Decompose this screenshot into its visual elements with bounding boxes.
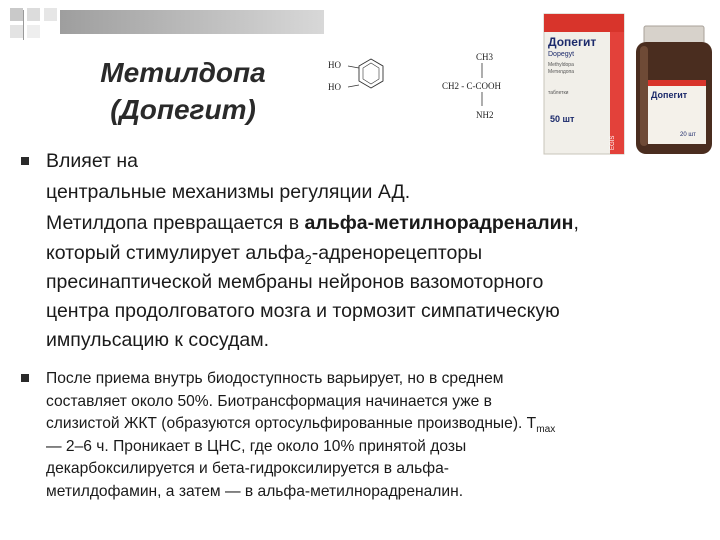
bullet-1-bold-term: альфа-метилнорадреналин — [304, 212, 574, 234]
benzene-ring-inner — [363, 63, 379, 84]
bullet-1-text — [46, 146, 706, 355]
decor-square — [10, 25, 23, 38]
decor-square — [10, 8, 23, 21]
subscript: max — [536, 424, 556, 436]
decor-line — [23, 10, 24, 40]
bullet-marker — [21, 374, 29, 382]
bullet-2-line: После приема внутрь биодоступность варьирует, но в среднем — [46, 370, 504, 387]
bullet-2-text-part: слизистой ЖКТ (образуются ортосульфированные производные). T — [46, 415, 537, 432]
bond-line — [348, 66, 359, 68]
bullet-1-line: импульсацию к сосудам. — [46, 329, 270, 351]
formula-chain: CH2 - C-COOH — [442, 81, 502, 91]
box-sub-2: Метилдопа — [548, 69, 575, 75]
bond-line — [348, 85, 359, 87]
bullet-1-text-part: , — [573, 212, 579, 234]
decor-square — [44, 8, 57, 21]
dopegyt-package-photo — [540, 10, 718, 158]
decor-title-bar — [60, 10, 324, 34]
subscript: 2 — [304, 252, 312, 267]
bottle-highlight — [640, 46, 648, 146]
bullet-1-text-part: который стимулирует альфа — [46, 242, 305, 264]
title-line-1: Метилдопа — [100, 57, 266, 88]
formula-ho-2: HO — [328, 82, 341, 92]
bullet-2-line — [46, 413, 712, 436]
bullet-2-text — [46, 368, 712, 503]
bottle-name: Допегит — [651, 90, 688, 100]
decor-square — [27, 8, 40, 21]
bullet-2-line: метилдофамин, а затем — в альфа-метилнорадреналин. — [46, 482, 464, 500]
bullet-1-line: Влияет на — [46, 150, 138, 172]
decor-square — [27, 25, 40, 38]
bullet-1-text-part: Метилдопа превращается в — [46, 212, 305, 234]
bullet-1-line: центра продолговатого мозга и тормозит симпатическую — [46, 300, 560, 322]
box-name: Допегит — [548, 35, 597, 49]
box-sub-3: таблетки — [548, 90, 569, 96]
formula-nh2: NH2 — [476, 110, 494, 120]
bullet-2-line: декарбоксилируется и бета-гидроксилируется в альфа- — [46, 460, 449, 477]
box-brand: EGIS — [610, 135, 616, 150]
formula-ch3: CH3 — [476, 52, 494, 62]
bullet-2-line: составляет около 50%. Биотрансформация начинается уже в — [46, 392, 492, 410]
bullet-1-line — [46, 239, 706, 268]
box-red-band — [544, 14, 624, 32]
formula-ho-1: HO — [328, 60, 341, 70]
bullet-1-line: центральные механизмы регуляции АД. — [46, 181, 411, 203]
bullet-marker — [21, 157, 29, 165]
bullet-1-line — [46, 208, 706, 239]
box-count: 50 шт — [550, 114, 575, 124]
bottle-label-band — [648, 80, 706, 86]
bullet-2-line: — 2–6 ч. Проникает в ЦНС, где около 10% принятой дозы — [46, 437, 467, 455]
methyldopa-structure-diagram — [326, 48, 532, 126]
bullet-1-line: пресинаптической мембраны нейронов вазомоторного — [46, 271, 544, 293]
bullet-1-text-part: -адренорецепторы — [311, 242, 483, 264]
box-name-latin: Dopegyt — [548, 51, 575, 58]
slide-title — [78, 54, 288, 128]
bottle-count: 20 шт — [680, 132, 696, 138]
bottle-cap — [644, 26, 704, 44]
title-line-2: (Допегит) — [110, 94, 256, 125]
box-sub-1: Methyldopa — [548, 62, 574, 68]
